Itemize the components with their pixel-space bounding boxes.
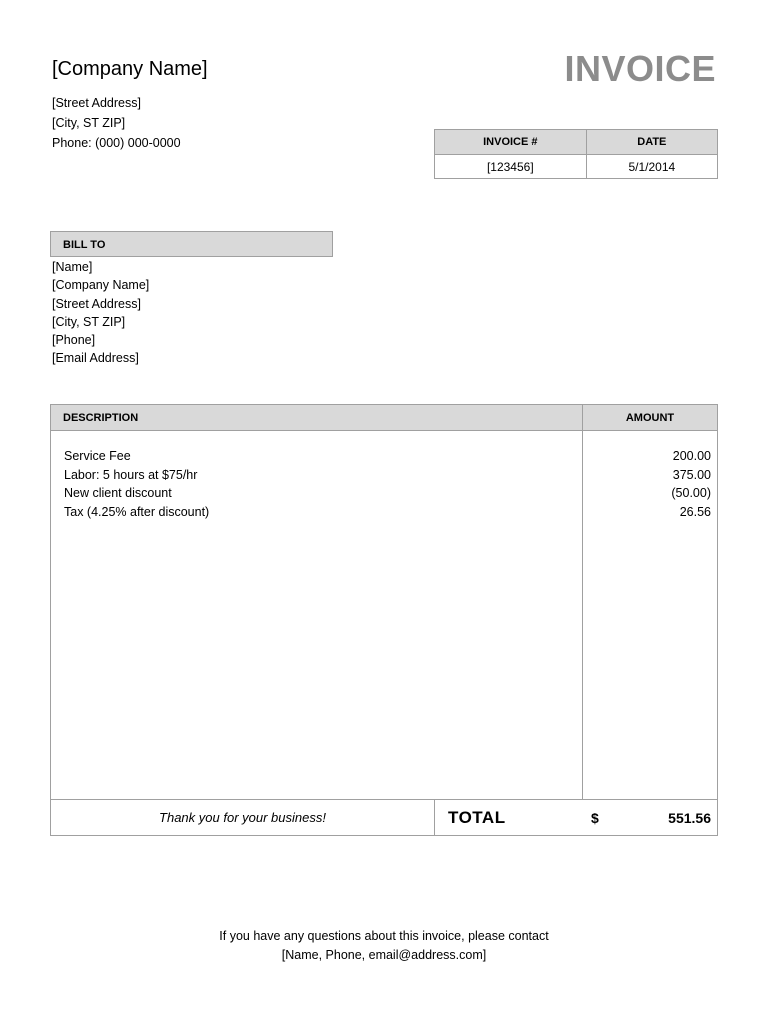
amount-header: AMOUNT: [625, 412, 675, 424]
total-label: TOTAL: [448, 808, 506, 827]
table-row: [51, 505, 717, 524]
invoice-meta-table: [434, 129, 718, 179]
bill-to-phone: [Phone]: [52, 333, 96, 348]
item-amount: (50.00): [671, 486, 711, 500]
item-amount: 26.56: [679, 504, 711, 519]
thank-you-note: Thank you for your business!: [159, 810, 326, 825]
item-description: New client discount: [64, 486, 172, 500]
totals-row: [51, 799, 717, 836]
contact-line-2: [Name, Phone, email@address.com]: [281, 948, 487, 962]
item-amount: 375.00: [672, 467, 711, 482]
bill-to-email: [Email Address]: [52, 351, 139, 366]
item-description: Service Fee: [64, 449, 131, 463]
line-items-table: [50, 404, 718, 836]
currency-symbol: $: [591, 810, 599, 826]
company-name: [Company Name]: [52, 58, 208, 80]
bill-to-street: [Street Address]: [52, 296, 141, 311]
table-row: [51, 449, 717, 468]
invoice-title: INVOICE: [564, 48, 716, 89]
bill-to-header: BILL TO: [50, 231, 333, 257]
company-address-block: [52, 93, 181, 153]
footer-divider: [434, 800, 435, 836]
item-description: Labor: 5 hours at $75/hr: [64, 467, 198, 482]
table-row: [51, 486, 717, 505]
invoice-number-header: INVOICE #: [435, 130, 587, 155]
bill-to-name: [Name]: [52, 260, 93, 274]
total-amount: 551.56: [668, 810, 711, 826]
item-description: Tax (4.25% after discount): [64, 504, 210, 519]
contact-note: [0, 927, 768, 965]
company-city: [City, ST ZIP]: [52, 116, 126, 130]
line-items-header: [51, 405, 717, 431]
bill-to-company: [Company Name]: [52, 278, 150, 293]
company-street: [Street Address]: [52, 96, 141, 110]
item-amount: 200.00: [672, 449, 711, 463]
date-value: 5/1/2014: [586, 155, 717, 179]
bill-to-city: [City, ST ZIP]: [52, 314, 126, 329]
line-items-body: [51, 449, 717, 523]
description-header: DESCRIPTION: [63, 412, 139, 424]
contact-line-1: If you have any questions about this invoice, please contact: [219, 929, 549, 943]
invoice-number-value: [123456]: [435, 155, 587, 179]
company-phone: Phone: (000) 000-0000: [52, 136, 181, 150]
table-row: [51, 468, 717, 487]
date-header: DATE: [586, 130, 717, 155]
bill-to-block: [52, 258, 149, 368]
